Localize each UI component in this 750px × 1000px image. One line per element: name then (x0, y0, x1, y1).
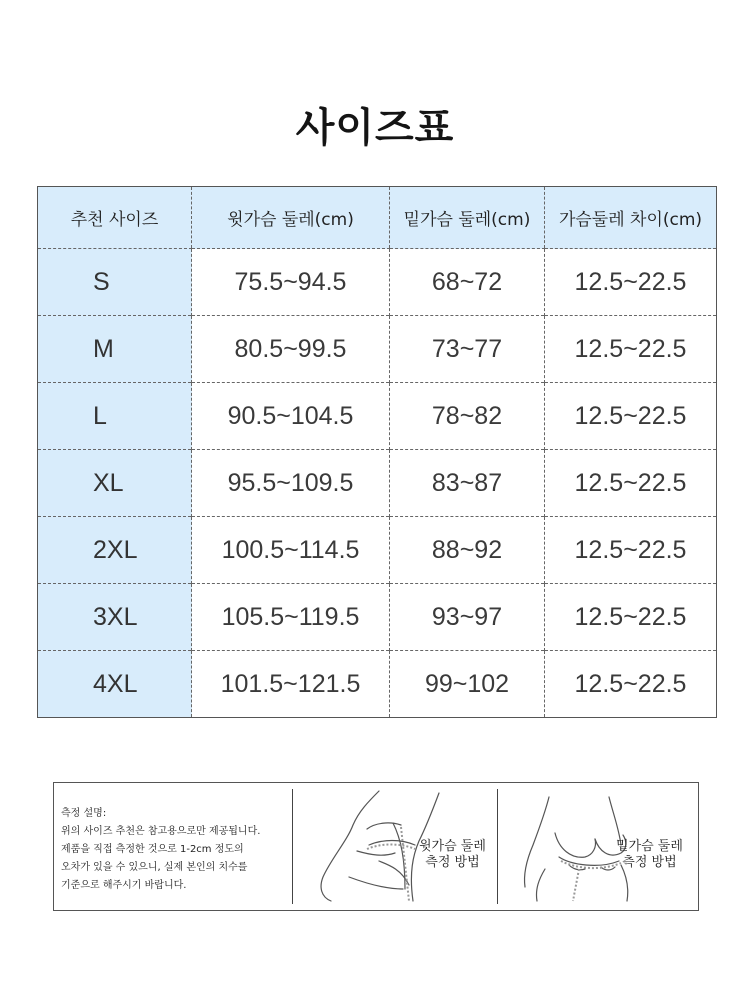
upper-bust-cell: 105.5~119.5 (192, 584, 390, 651)
measurement-guide (53, 782, 699, 911)
table-row (38, 249, 717, 316)
under-bust-cell: 99~102 (390, 651, 545, 718)
difference-cell: 12.5~22.5 (545, 316, 717, 383)
divider (497, 789, 498, 904)
upper-bust-figure-label: 윗가슴 둘레 측정 방법 (419, 839, 486, 870)
note-heading: 측정 설명: (61, 808, 107, 819)
difference-cell: 12.5~22.5 (545, 651, 717, 718)
divider (292, 789, 293, 904)
difference-cell: 12.5~22.5 (545, 249, 717, 316)
table-row (38, 517, 717, 584)
page-title: 사이즈표 (295, 105, 455, 151)
size-cell: 4XL (38, 651, 192, 718)
under-bust-cell: 93~97 (390, 584, 545, 651)
size-table (37, 186, 717, 718)
under-bust-cell: 83~87 (390, 450, 545, 517)
under-bust-figure-label: 밑가슴 둘레 측정 방법 (616, 839, 683, 870)
size-cell: 2XL (38, 517, 192, 584)
upper-bust-cell: 95.5~109.5 (192, 450, 390, 517)
under-bust-cell: 78~82 (390, 383, 545, 450)
table-row (38, 450, 717, 517)
difference-cell: 12.5~22.5 (545, 383, 717, 450)
under-bust-cell: 68~72 (390, 249, 545, 316)
header-bust-difference: 가슴둘레 차이(cm) (545, 187, 717, 249)
upper-bust-cell: 101.5~121.5 (192, 651, 390, 718)
table-row (38, 316, 717, 383)
size-cell: XL (38, 450, 192, 517)
table-row (38, 584, 717, 651)
size-cell: S (38, 249, 192, 316)
upper-bust-cell: 100.5~114.5 (192, 517, 390, 584)
header-under-bust: 밑가슴 둘레(cm) (390, 187, 545, 249)
note-line: 제품을 직접 측정한 것으로 1-2cm 정도의 (61, 844, 244, 855)
note-line: 위의 사이즈 추천은 참고용으로만 제공됩니다. (61, 826, 261, 837)
note-line: 오차가 있을 수 있으니, 실제 본인의 치수를 (61, 862, 248, 873)
size-cell: M (38, 316, 192, 383)
difference-cell: 12.5~22.5 (545, 450, 717, 517)
difference-cell: 12.5~22.5 (545, 584, 717, 651)
header-recommended-size: 추천 사이즈 (38, 187, 192, 249)
header-upper-bust: 윗가슴 둘레(cm) (192, 187, 390, 249)
table-header-row (38, 187, 717, 249)
upper-bust-cell: 75.5~94.5 (192, 249, 390, 316)
difference-cell: 12.5~22.5 (545, 517, 717, 584)
table-row (38, 651, 717, 718)
table-row (38, 383, 717, 450)
size-cell: L (38, 383, 192, 450)
measurement-description (61, 805, 291, 895)
under-bust-cell: 88~92 (390, 517, 545, 584)
size-cell: 3XL (38, 584, 192, 651)
upper-bust-cell: 80.5~99.5 (192, 316, 390, 383)
under-bust-cell: 73~77 (390, 316, 545, 383)
upper-bust-cell: 90.5~104.5 (192, 383, 390, 450)
note-line: 기준으로 해주시기 바랍니다. (61, 880, 187, 891)
